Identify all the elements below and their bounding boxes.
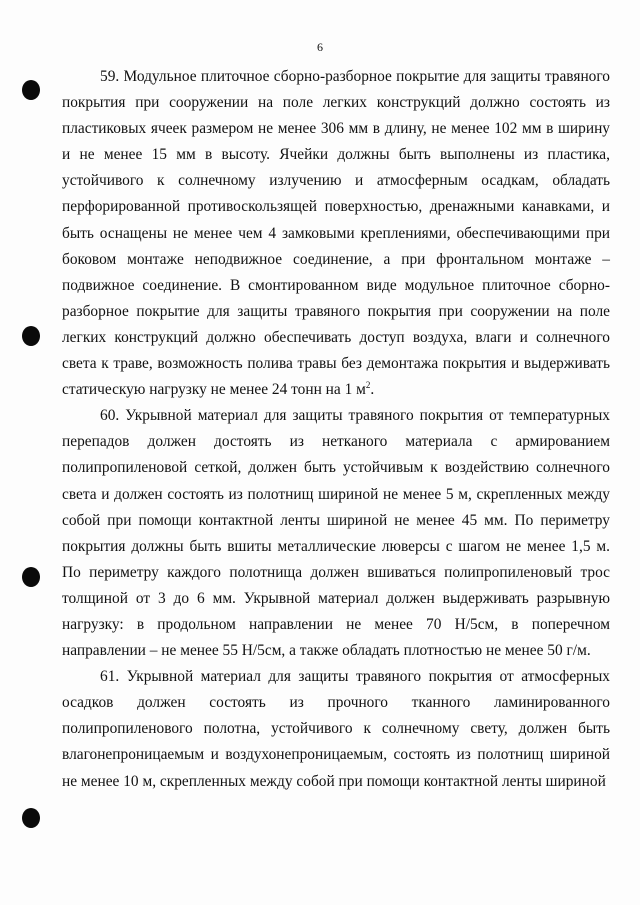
superscript-2: 2	[365, 380, 371, 390]
paragraph-60: 60. Укрывной материал для защиты травяного покрытия от температурных перепадов должен достоять из нетканого материала с армированием полипропиленовой сеткой, должен быть устойчивым к воздействию солнечного света и должен состоять из полотнищ шириной не менее 5 м, скрепленных между собой при помощи контактной ленты шириной не менее 45 мм. По периметру покрытия должны быть вшиты металлические люверсы с шагом не менее 1,5 м. По периметру каждого полотнища должен вшиваться полипропиленовый трос толщиной от 3 до 6 мм. Укрывной материал должен выдерживать разрывную нагрузку: в продольном направлении не менее 70 Н/5см, в поперечном направлении – не менее 55 Н/5см, а также обладать плотностью не менее 50 г/м.	[62, 407, 610, 660]
punch-hole-2	[22, 326, 40, 346]
document-body	[62, 64, 610, 795]
paragraph-61: 61. Укрывной материал для защиты травяного покрытия от атмосферных осадков должен состоять из прочного тканного ламинированного полипропиленового полотна, устойчивого к солнечному свету, должен быть влагонепроницаемым и воздухонепроницаемым, состоять из полотнищ шириной не менее 10 м, скрепленных между собой при помощи контактной ленты шириной	[62, 668, 610, 790]
page-number: 6	[317, 40, 323, 54]
punch-hole-1	[22, 80, 40, 100]
paragraph-59	[62, 64, 610, 403]
paragraph-59-text: 59. Модульное плиточное сборно-разборное покрытие для защиты травяного покрытия при сооружении на поле легких конструкций должно состоять из пластиковых ячеек размером не менее 306 мм в длину, не менее 102 мм в ширину и не менее 15 мм в высоту. Ячейки должны быть выполнены из пластика, устойчивого к солнечному излучению и атмосферным осадкам, обладать перфорированной противоскользящей поверхностью, дренажными канавками, и быть оснащены не менее чем 4 замковыми креплениями, обеспечивающими при боковом монтаже неподвижное соединение, а при фронтальном монтаже – подвижное соединение. В смонтированном виде модульное плиточное сборно-разборное покрытие для защиты травяного покрытия при сооружении на поле легких конструкций должно обеспечивать доступ воздуха, влаги и солнечного света к траве, возможность полива травы без демонтажа покрытия и выдерживать статическую нагрузку не менее 24 тонн на 1 м	[62, 68, 610, 399]
punch-hole-4	[22, 808, 40, 828]
punch-hole-3	[22, 567, 40, 587]
paragraph-59-tail: .	[370, 381, 375, 399]
